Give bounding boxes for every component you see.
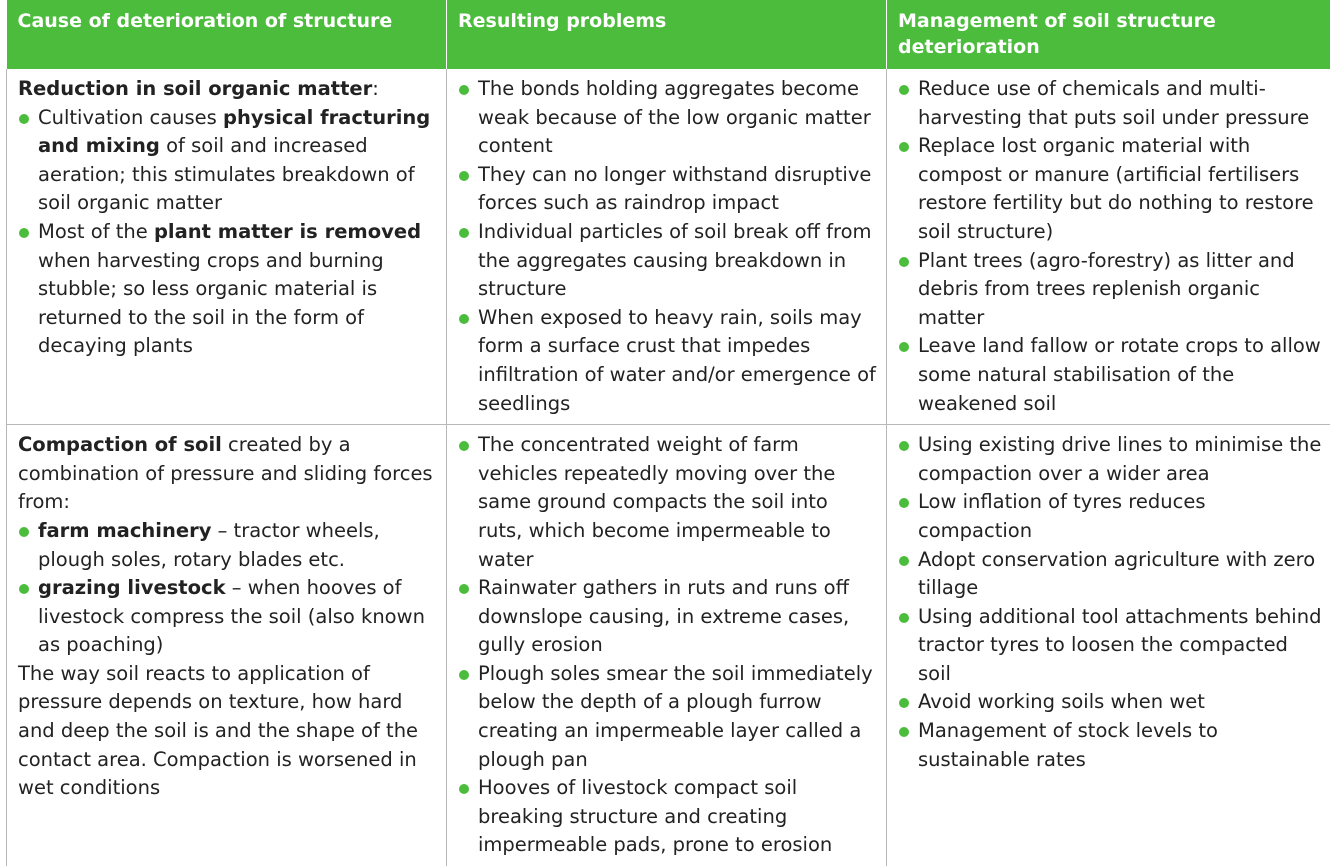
management-cell-organic-matter — [887, 69, 1330, 425]
bullet-dot-icon — [459, 171, 469, 181]
bullet-text: Individual particles of soil break off from the aggregates causing breakdown in structure — [478, 220, 872, 300]
table-row — [7, 425, 1330, 866]
bullet-text: Replace lost organic material with compost or manure (artificial fertilisers restore fertility but do nothing to restore soil structure) — [918, 134, 1314, 243]
bullet-text: Avoid working soils when wet — [918, 690, 1205, 713]
cause-heading-suffix: created by a combination of pressure and sliding forces from: — [18, 433, 433, 513]
bullet-dot-icon — [899, 85, 909, 95]
bullet-text: of soil and increased aeration; this stimulates breakdown of soil organic matter — [38, 134, 415, 214]
header-management: Management of soil structure deterioration — [887, 0, 1330, 69]
bullet-text: Adopt conservation agriculture with zero tillage — [918, 548, 1315, 600]
list-item — [18, 104, 438, 218]
bullet-dot-icon — [459, 314, 469, 324]
bullet-text: The concentrated weight of farm vehicles repeatedly moving over the same ground compacts the soil into ruts, which become impermeable to water — [478, 433, 835, 570]
cause-cell-compaction — [7, 425, 447, 866]
list-item — [458, 431, 878, 574]
bullet-dot-icon — [459, 85, 469, 95]
problems-bullet-list — [458, 431, 878, 860]
cause-heading — [18, 75, 438, 104]
bullet-dot-icon — [899, 613, 909, 623]
bullet-text: Reduce use of chemicals and multi-harvesting that puts soil under pressure — [918, 77, 1309, 129]
management-cell-compaction — [887, 425, 1330, 866]
cause-heading — [18, 431, 438, 517]
bullet-dot-icon — [459, 784, 469, 794]
bullet-dot-icon — [899, 556, 909, 566]
bullet-text: Leave land fallow or rotate crops to allow some natural stabilisation of the weakened soil — [918, 334, 1321, 414]
list-item — [898, 488, 1323, 545]
list-item — [458, 774, 878, 860]
list-item — [458, 161, 878, 218]
problems-cell-compaction — [447, 425, 887, 866]
list-item — [898, 75, 1323, 132]
list-item — [458, 574, 878, 660]
bullet-dot-icon — [899, 727, 909, 737]
bullet-text: Rainwater gathers in ruts and runs off downslope causing, in extreme cases, gully erosion — [478, 576, 849, 656]
list-item — [898, 546, 1323, 603]
bullet-text: Using existing drive lines to minimise the compaction over a wider area — [918, 433, 1321, 485]
bullet-text: – when hooves of livestock compress the soil (also known as poaching) — [38, 576, 425, 656]
list-item — [898, 431, 1323, 488]
bullet-text: – tractor wheels, plough soles, rotary blades etc. — [38, 519, 380, 571]
bullet-bold-text: grazing livestock — [38, 576, 226, 599]
cause-bullet-list — [18, 517, 438, 660]
bullet-bold-text: plant matter is removed — [154, 220, 421, 243]
bullet-dot-icon — [899, 142, 909, 152]
bullet-text: Most of the — [38, 220, 154, 243]
bullet-bold-text: physical fracturing and mixing — [38, 106, 430, 158]
bullet-dot-icon — [19, 527, 29, 537]
bullet-dot-icon — [19, 584, 29, 594]
cause-heading-suffix: : — [372, 77, 379, 100]
list-item — [18, 218, 438, 361]
header-row — [7, 0, 1330, 69]
bullet-text: when harvesting crops and burning stubble; so less organic material is returned to the soil in the form of decaying plants — [38, 249, 384, 358]
list-item — [898, 247, 1323, 333]
bullet-dot-icon — [19, 228, 29, 238]
bullet-text: The bonds holding aggregates become weak because of the low organic matter content — [478, 77, 871, 157]
bullet-text: Using additional tool attachments behind tractor tyres to loosen the compacted soil — [918, 605, 1321, 685]
list-item — [898, 603, 1323, 689]
bullet-text: Cultivation causes — [38, 106, 223, 129]
bullet-dot-icon — [899, 257, 909, 267]
table-row — [7, 69, 1330, 425]
bullet-dot-icon — [459, 441, 469, 451]
bullet-text: Plough soles smear the soil immediately below the depth of a plough furrow creating an impermeable layer called a plough pan — [478, 662, 873, 771]
bullet-text: Hooves of livestock compact soil breaking structure and creating impermeable pads, prone to erosion — [478, 776, 832, 856]
cause-heading-bold: Reduction in soil organic matter — [18, 77, 372, 100]
bullet-dot-icon — [899, 342, 909, 352]
table-body — [7, 69, 1330, 866]
bullet-text: Management of stock levels to sustainable rates — [918, 719, 1218, 771]
management-bullet-list — [898, 431, 1323, 774]
list-item — [18, 574, 438, 660]
list-item — [898, 688, 1323, 717]
bullet-bold-text: farm machinery — [38, 519, 211, 542]
cause-cell-organic-matter — [7, 69, 447, 425]
bullet-dot-icon — [899, 441, 909, 451]
bullet-dot-icon — [459, 228, 469, 238]
management-bullet-list — [898, 75, 1323, 418]
bullet-dot-icon — [899, 498, 909, 508]
list-item — [18, 517, 438, 574]
bullet-text: Low inflation of tyres reduces compaction — [918, 490, 1205, 542]
list-item — [458, 75, 878, 161]
list-item — [898, 132, 1323, 246]
bullet-text: They can no longer withstand disruptive forces such as raindrop impact — [478, 163, 871, 215]
bullet-text: Plant trees (agro-forestry) as litter and debris from trees replenish organic matter — [918, 249, 1295, 329]
bullet-text: When exposed to heavy rain, soils may form a surface crust that impedes infiltration of water and/or emergence of seedlings — [478, 306, 876, 415]
problems-cell-organic-matter — [447, 69, 887, 425]
list-item — [458, 218, 878, 304]
bullet-dot-icon — [19, 114, 29, 124]
list-item — [898, 717, 1323, 774]
header-cause: Cause of deterioration of structure — [7, 0, 447, 69]
bullet-dot-icon — [459, 584, 469, 594]
cause-bullet-list — [18, 104, 438, 361]
bullet-dot-icon — [899, 698, 909, 708]
problems-bullet-list — [458, 75, 878, 418]
list-item — [898, 332, 1323, 418]
header-problems: Resulting problems — [447, 0, 887, 69]
cause-heading-bold: Compaction of soil — [18, 433, 222, 456]
soil-structure-table — [6, 0, 1330, 866]
cause-explanation: The way soil reacts to application of pressure depends on texture, how hard and deep the soil is and the shape of the contact area. Compaction is worsened in wet conditions — [18, 660, 438, 803]
list-item — [458, 660, 878, 774]
table-header — [7, 0, 1330, 69]
list-item — [458, 304, 878, 418]
bullet-dot-icon — [459, 670, 469, 680]
